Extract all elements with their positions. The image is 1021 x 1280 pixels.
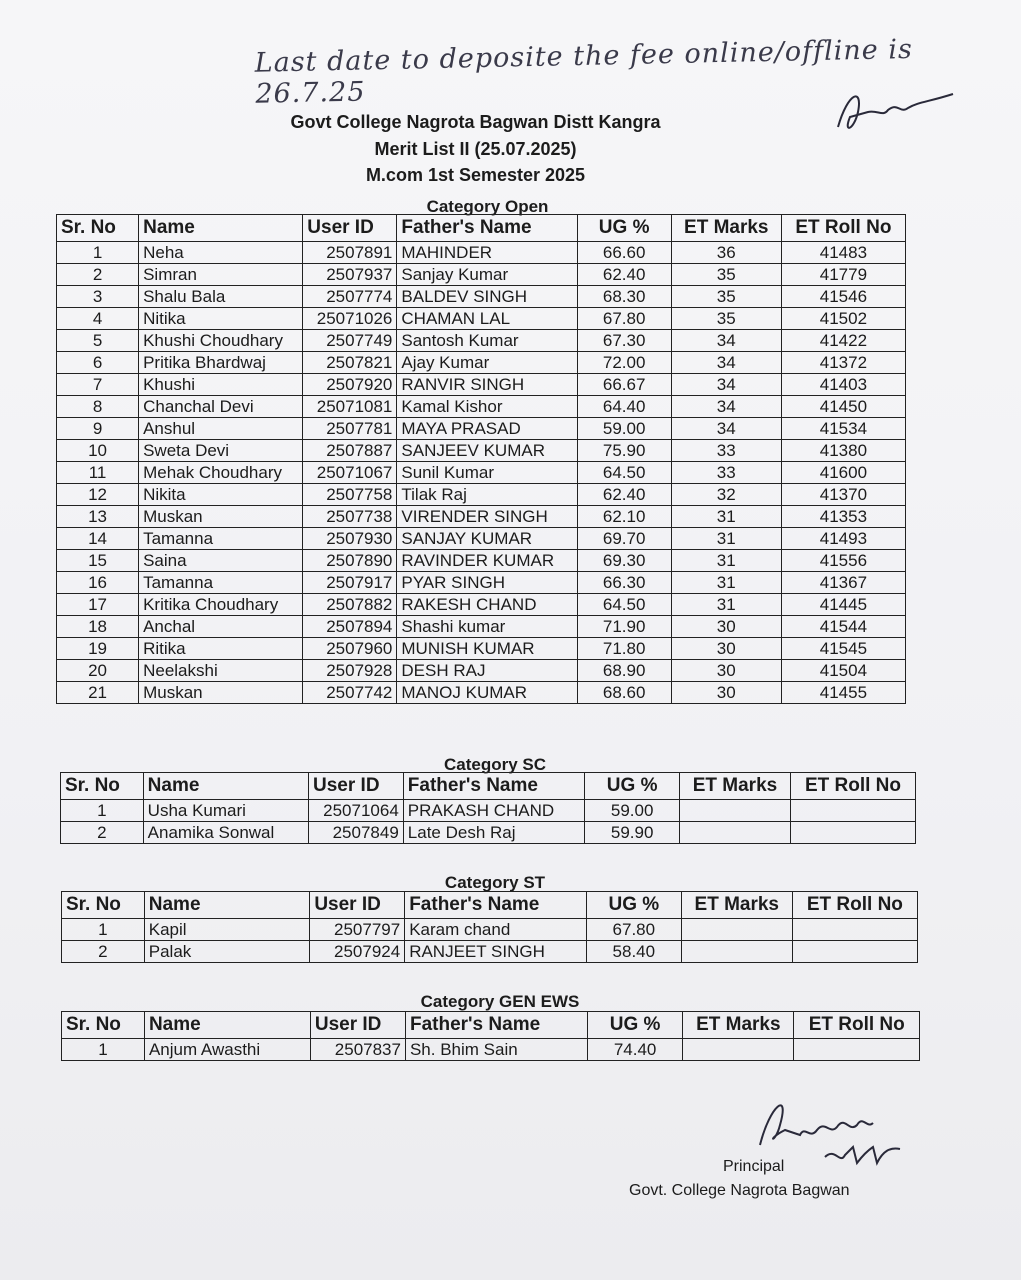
table-row <box>57 308 906 330</box>
cell-ug-percent: 64.40 <box>577 396 671 418</box>
cell-ug-percent: 66.30 <box>577 572 671 594</box>
cell-sr-no: 1 <box>62 1039 145 1061</box>
cell-sr-no: 1 <box>61 800 144 822</box>
cell-fathers-name: RANVIR SINGH <box>397 374 577 396</box>
merit-list-heading: Merit List II (25.07.2025) <box>374 139 577 159</box>
cell-et-roll-no: 41534 <box>781 418 905 440</box>
cell-user-id: 2507937 <box>303 264 397 286</box>
cell-sr-no: 6 <box>57 352 139 374</box>
column-header-et-marks: ET Marks <box>683 1012 794 1039</box>
cell-sr-no: 10 <box>57 440 139 462</box>
cell-user-id: 25071026 <box>303 308 397 330</box>
table-row <box>57 330 906 352</box>
cell-fathers-name: BALDEV SINGH <box>397 286 577 308</box>
table-row <box>57 462 906 484</box>
column-header-fathers-name: Father's Name <box>403 773 584 800</box>
cell-et-marks <box>683 1039 794 1061</box>
column-header-ug-percent: UG % <box>585 773 680 800</box>
cell-user-id: 25071067 <box>303 462 397 484</box>
column-header-name: Name <box>144 1012 310 1039</box>
cell-sr-no: 3 <box>57 286 139 308</box>
cell-fathers-name: Sanjay Kumar <box>397 264 577 286</box>
cell-name: Muskan <box>139 506 303 528</box>
cell-ug-percent: 59.00 <box>585 800 680 822</box>
cell-name: Anchal <box>139 616 303 638</box>
cell-ug-percent: 64.50 <box>577 462 671 484</box>
course-heading: M.com 1st Semester 2025 <box>365 165 586 185</box>
cell-et-roll-no: 41546 <box>781 286 905 308</box>
cell-fathers-name: PYAR SINGH <box>397 572 577 594</box>
cell-fathers-name: MAHINDER <box>397 242 577 264</box>
cell-ug-percent: 75.90 <box>577 440 671 462</box>
cell-et-marks: 35 <box>671 286 781 308</box>
column-header-fathers-name: Father's Name <box>405 892 587 919</box>
cell-user-id: 2507749 <box>303 330 397 352</box>
cell-sr-no: 21 <box>57 682 139 704</box>
cell-et-roll-no: 41779 <box>781 264 905 286</box>
cell-user-id: 2507894 <box>303 616 397 638</box>
cell-user-id: 2507774 <box>303 286 397 308</box>
column-header-et-marks: ET Marks <box>681 892 792 919</box>
cell-name: Nitika <box>139 308 303 330</box>
column-header-et-marks: ET Marks <box>671 215 781 242</box>
cell-sr-no: 11 <box>57 462 139 484</box>
cell-user-id: 25071064 <box>309 800 404 822</box>
column-header-name: Name <box>139 215 303 242</box>
cell-et-roll-no <box>790 800 915 822</box>
table-row <box>62 919 918 941</box>
cell-user-id: 2507891 <box>303 242 397 264</box>
cell-fathers-name: Sh. Bhim Sain <box>405 1039 587 1061</box>
cell-user-id: 2507924 <box>310 941 405 963</box>
cell-ug-percent: 68.90 <box>577 660 671 682</box>
cell-ug-percent: 62.40 <box>577 264 671 286</box>
column-header-et-roll-no: ET Roll No <box>792 892 917 919</box>
cell-ug-percent: 68.60 <box>577 682 671 704</box>
table-row <box>57 594 906 616</box>
cell-et-roll-no: 41600 <box>781 462 905 484</box>
table-row <box>61 800 916 822</box>
cell-et-roll-no: 41556 <box>781 550 905 572</box>
cell-name: Mehak Choudhary <box>139 462 303 484</box>
column-header-user-id: User ID <box>310 892 405 919</box>
cell-sr-no: 2 <box>62 941 145 963</box>
table-row <box>62 941 918 963</box>
cell-fathers-name: Tilak Raj <box>397 484 577 506</box>
cell-fathers-name: Sunil Kumar <box>397 462 577 484</box>
table-row <box>57 638 906 660</box>
college-signature-label: Govt. College Nagrota Bagwan <box>629 1182 850 1199</box>
cell-fathers-name: MAYA PRASAD <box>397 418 577 440</box>
cell-user-id: 2507797 <box>310 919 405 941</box>
table-row <box>57 418 906 440</box>
cell-et-roll-no: 41504 <box>781 660 905 682</box>
table-row <box>57 440 906 462</box>
table-header-row <box>62 892 918 919</box>
category-gen-ews-table <box>61 1011 920 1061</box>
handwritten-fee-note: Last date to deposite the fee online/offline is 26.7.25 <box>254 33 914 110</box>
cell-et-marks: 36 <box>671 242 781 264</box>
cell-et-roll-no <box>792 919 917 941</box>
cell-et-marks <box>681 919 792 941</box>
cell-user-id: 2507821 <box>303 352 397 374</box>
cell-sr-no: 7 <box>57 374 139 396</box>
cell-user-id: 2507849 <box>309 822 404 844</box>
table-row <box>62 1039 920 1061</box>
cell-ug-percent: 71.90 <box>577 616 671 638</box>
table-row <box>57 572 906 594</box>
column-header-name: Name <box>144 892 310 919</box>
cell-et-roll-no: 41545 <box>781 638 905 660</box>
table-row <box>61 822 916 844</box>
column-header-name: Name <box>143 773 308 800</box>
table-row <box>57 484 906 506</box>
cell-ug-percent: 64.50 <box>577 594 671 616</box>
cell-et-roll-no: 41370 <box>781 484 905 506</box>
cell-et-roll-no <box>794 1039 920 1061</box>
column-header-sr-no: Sr. No <box>61 773 144 800</box>
table-header-row <box>57 215 906 242</box>
cell-fathers-name: Santosh Kumar <box>397 330 577 352</box>
cell-name: Usha Kumari <box>143 800 308 822</box>
cell-user-id: 2507837 <box>310 1039 405 1061</box>
table-row <box>57 242 906 264</box>
cell-fathers-name: RAVINDER KUMAR <box>397 550 577 572</box>
cell-ug-percent: 66.60 <box>577 242 671 264</box>
column-header-user-id: User ID <box>303 215 397 242</box>
column-header-et-marks: ET Marks <box>680 773 791 800</box>
category-st-table <box>61 891 918 963</box>
cell-sr-no: 20 <box>57 660 139 682</box>
cell-sr-no: 17 <box>57 594 139 616</box>
cell-user-id: 2507882 <box>303 594 397 616</box>
cell-name: Sweta Devi <box>139 440 303 462</box>
cell-name: Saina <box>139 550 303 572</box>
category-open-table <box>56 214 906 704</box>
cell-et-marks: 31 <box>671 572 781 594</box>
cell-ug-percent: 69.70 <box>577 528 671 550</box>
cell-sr-no: 2 <box>61 822 144 844</box>
cell-fathers-name: Kamal Kishor <box>397 396 577 418</box>
cell-sr-no: 15 <box>57 550 139 572</box>
cell-user-id: 2507920 <box>303 374 397 396</box>
cell-et-roll-no: 41502 <box>781 308 905 330</box>
cell-name: Pritika Bhardwaj <box>139 352 303 374</box>
cell-et-marks: 30 <box>671 616 781 638</box>
column-header-ug-percent: UG % <box>586 892 681 919</box>
cell-et-roll-no: 41445 <box>781 594 905 616</box>
cell-sr-no: 13 <box>57 506 139 528</box>
cell-fathers-name: RAKESH CHAND <box>397 594 577 616</box>
table-row <box>57 528 906 550</box>
cell-et-roll-no: 41403 <box>781 374 905 396</box>
cell-user-id: 2507742 <box>303 682 397 704</box>
cell-user-id: 2507781 <box>303 418 397 440</box>
initials-signature <box>828 72 958 147</box>
cell-sr-no: 5 <box>57 330 139 352</box>
cell-ug-percent: 59.00 <box>577 418 671 440</box>
cell-ug-percent: 67.80 <box>586 919 681 941</box>
cell-name: Anshul <box>139 418 303 440</box>
column-header-fathers-name: Father's Name <box>397 215 577 242</box>
cell-et-marks: 33 <box>671 440 781 462</box>
cell-et-roll-no: 41455 <box>781 682 905 704</box>
cell-sr-no: 1 <box>57 242 139 264</box>
cell-et-marks: 34 <box>671 418 781 440</box>
principal-label: Principal <box>723 1158 785 1175</box>
cell-ug-percent: 69.30 <box>577 550 671 572</box>
cell-et-marks: 30 <box>671 682 781 704</box>
table-row <box>57 550 906 572</box>
column-header-ug-percent: UG % <box>577 215 671 242</box>
cell-ug-percent: 72.00 <box>577 352 671 374</box>
cell-fathers-name: Late Desh Raj <box>403 822 584 844</box>
cell-et-roll-no: 41367 <box>781 572 905 594</box>
cell-name: Chanchal Devi <box>139 396 303 418</box>
table-row <box>57 264 906 286</box>
cell-et-marks: 34 <box>671 330 781 352</box>
cell-fathers-name: PRAKASH CHAND <box>403 800 584 822</box>
cell-fathers-name: VIRENDER SINGH <box>397 506 577 528</box>
cell-et-roll-no <box>792 941 917 963</box>
table-row <box>57 396 906 418</box>
cell-sr-no: 16 <box>57 572 139 594</box>
cell-et-marks: 30 <box>671 660 781 682</box>
column-header-ug-percent: UG % <box>588 1012 683 1039</box>
cell-et-roll-no: 41422 <box>781 330 905 352</box>
cell-et-roll-no: 41372 <box>781 352 905 374</box>
cell-et-roll-no: 41544 <box>781 616 905 638</box>
cell-name: Muskan <box>139 682 303 704</box>
cell-et-marks: 31 <box>671 550 781 572</box>
cell-ug-percent: 62.40 <box>577 484 671 506</box>
cell-ug-percent: 67.30 <box>577 330 671 352</box>
cell-ug-percent: 59.90 <box>585 822 680 844</box>
column-header-fathers-name: Father's Name <box>405 1012 587 1039</box>
cell-ug-percent: 71.80 <box>577 638 671 660</box>
cell-et-roll-no: 41353 <box>781 506 905 528</box>
cell-sr-no: 14 <box>57 528 139 550</box>
table-row <box>57 616 906 638</box>
cell-et-marks: 32 <box>671 484 781 506</box>
cell-et-marks: 33 <box>671 462 781 484</box>
category-sc-table <box>60 772 916 844</box>
cell-ug-percent: 58.40 <box>586 941 681 963</box>
category-st-title: Category ST <box>444 873 546 892</box>
table-row <box>57 506 906 528</box>
cell-user-id: 2507960 <box>303 638 397 660</box>
cell-fathers-name: Ajay Kumar <box>397 352 577 374</box>
cell-sr-no: 8 <box>57 396 139 418</box>
column-header-sr-no: Sr. No <box>62 1012 145 1039</box>
cell-user-id: 25071081 <box>303 396 397 418</box>
category-open-title: Category Open <box>426 197 549 216</box>
cell-fathers-name: Shashi kumar <box>397 616 577 638</box>
cell-et-marks <box>680 822 791 844</box>
cell-ug-percent: 74.40 <box>588 1039 683 1061</box>
table-row <box>57 352 906 374</box>
cell-et-marks: 35 <box>671 308 781 330</box>
cell-sr-no: 9 <box>57 418 139 440</box>
cell-name: Kritika Choudhary <box>139 594 303 616</box>
cell-sr-no: 12 <box>57 484 139 506</box>
cell-ug-percent: 66.67 <box>577 374 671 396</box>
cell-name: Neha <box>139 242 303 264</box>
cell-fathers-name: MUNISH KUMAR <box>397 638 577 660</box>
cell-et-marks: 34 <box>671 396 781 418</box>
cell-user-id: 2507917 <box>303 572 397 594</box>
cell-user-id: 2507758 <box>303 484 397 506</box>
cell-et-roll-no: 41380 <box>781 440 905 462</box>
cell-name: Palak <box>144 941 310 963</box>
college-heading: Govt College Nagrota Bagwan Distt Kangra <box>290 112 661 132</box>
cell-user-id: 2507887 <box>303 440 397 462</box>
cell-ug-percent: 62.10 <box>577 506 671 528</box>
cell-user-id: 2507738 <box>303 506 397 528</box>
table-row <box>57 374 906 396</box>
cell-fathers-name: SANJEEV KUMAR <box>397 440 577 462</box>
cell-name: Kapil <box>144 919 310 941</box>
cell-ug-percent: 68.30 <box>577 286 671 308</box>
cell-ug-percent: 67.80 <box>577 308 671 330</box>
table-row <box>57 286 906 308</box>
cell-user-id: 2507930 <box>303 528 397 550</box>
cell-sr-no: 18 <box>57 616 139 638</box>
category-gen-ews-title: Category GEN EWS <box>420 992 580 1011</box>
cell-name: Anjum Awasthi <box>144 1039 310 1061</box>
cell-name: Neelakshi <box>139 660 303 682</box>
cell-et-marks: 30 <box>671 638 781 660</box>
cell-et-marks: 31 <box>671 506 781 528</box>
column-header-sr-no: Sr. No <box>62 892 145 919</box>
cell-et-roll-no: 41483 <box>781 242 905 264</box>
cell-fathers-name: CHAMAN LAL <box>397 308 577 330</box>
cell-user-id: 2507928 <box>303 660 397 682</box>
column-header-et-roll-no: ET Roll No <box>794 1012 920 1039</box>
cell-name: Ritika <box>139 638 303 660</box>
cell-et-roll-no: 41493 <box>781 528 905 550</box>
column-header-et-roll-no: ET Roll No <box>790 773 915 800</box>
cell-sr-no: 4 <box>57 308 139 330</box>
column-header-user-id: User ID <box>309 773 404 800</box>
cell-et-marks: 31 <box>671 528 781 550</box>
cell-name: Nikita <box>139 484 303 506</box>
cell-et-marks <box>680 800 791 822</box>
cell-sr-no: 19 <box>57 638 139 660</box>
category-sc-title: Category SC <box>443 755 547 774</box>
cell-fathers-name: DESH RAJ <box>397 660 577 682</box>
cell-name: Tamanna <box>139 572 303 594</box>
cell-fathers-name: Karam chand <box>405 919 587 941</box>
cell-et-marks <box>681 941 792 963</box>
cell-et-roll-no <box>790 822 915 844</box>
cell-et-marks: 34 <box>671 352 781 374</box>
cell-fathers-name: RANJEET SINGH <box>405 941 587 963</box>
cell-name: Shalu Bala <box>139 286 303 308</box>
cell-et-roll-no: 41450 <box>781 396 905 418</box>
cell-fathers-name: SANJAY KUMAR <box>397 528 577 550</box>
cell-sr-no: 2 <box>57 264 139 286</box>
cell-name: Khushi <box>139 374 303 396</box>
table-row <box>57 682 906 704</box>
cell-user-id: 2507890 <box>303 550 397 572</box>
cell-fathers-name: MANOJ KUMAR <box>397 682 577 704</box>
cell-et-marks: 31 <box>671 594 781 616</box>
cell-name: Simran <box>139 264 303 286</box>
table-row <box>57 660 906 682</box>
table-header-row <box>61 773 916 800</box>
cell-name: Tamanna <box>139 528 303 550</box>
cell-sr-no: 1 <box>62 919 145 941</box>
cell-name: Khushi Choudhary <box>139 330 303 352</box>
table-header-row <box>62 1012 920 1039</box>
cell-et-marks: 34 <box>671 374 781 396</box>
cell-name: Anamika Sonwal <box>143 822 308 844</box>
column-header-sr-no: Sr. No <box>57 215 139 242</box>
column-header-user-id: User ID <box>310 1012 405 1039</box>
cell-et-marks: 35 <box>671 264 781 286</box>
column-header-et-roll-no: ET Roll No <box>781 215 905 242</box>
